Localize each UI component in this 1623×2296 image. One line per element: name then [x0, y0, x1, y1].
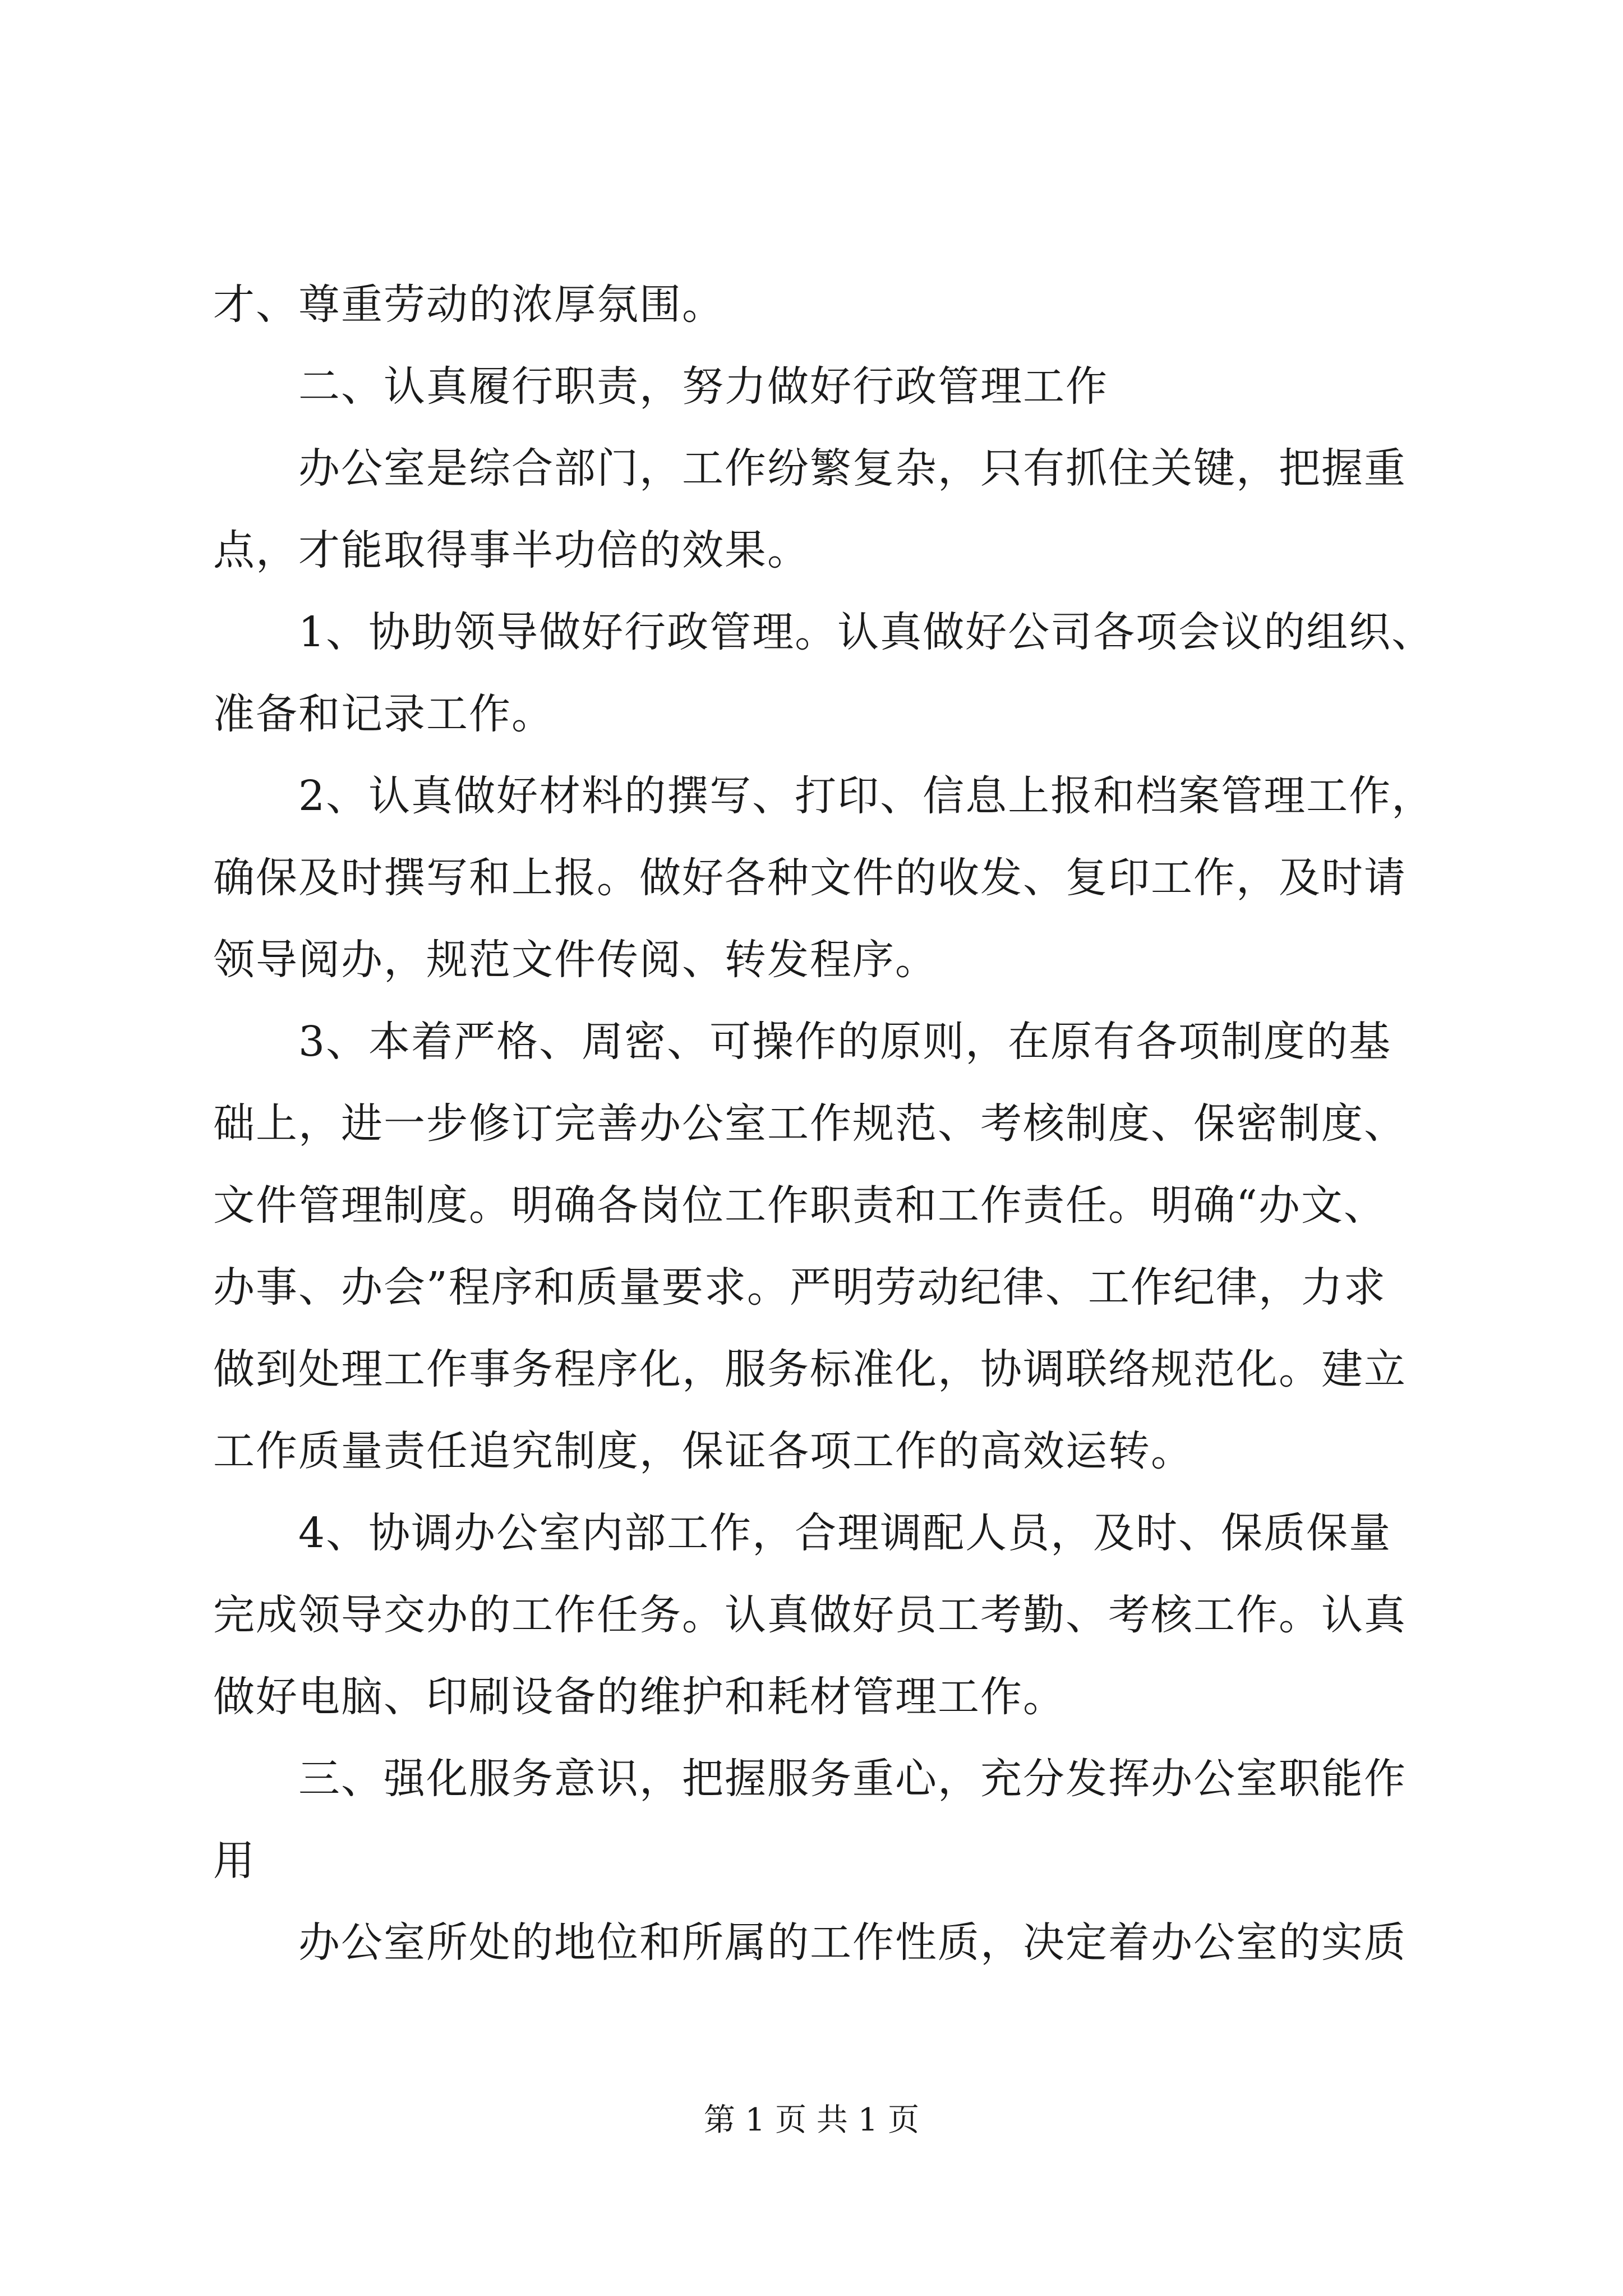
- text-line: 完成领导交办的工作任务。认真做好员工考勤、考核工作。认真: [213, 1591, 1407, 1639]
- text-line: 2、认真做好材料的撰写、打印、信息上报和档案管理工作，: [213, 772, 1435, 820]
- text-line: 3、本着严格、周密、可操作的原则，在原有各项制度的基: [213, 1018, 1392, 1066]
- text-line: 础上，进一步修订完善办公室工作规范、考核制度、保密制度、: [213, 1099, 1407, 1148]
- text-line: 办事、办会”程序和质量要求。严明劳动纪律、工作纪律，力求: [213, 1263, 1386, 1312]
- page-number: 第 1 页 共 1 页: [703, 2102, 920, 2138]
- section-heading: 用: [213, 1837, 256, 1885]
- text-line: 工作质量责任追究制度，保证各项工作的高效运转。: [213, 1427, 1193, 1475]
- text-line: 才、尊重劳动的浓厚氛围。: [213, 280, 725, 329]
- text-line: 确保及时撰写和上报。做好各种文件的收发、复印工作，及时请: [213, 854, 1407, 902]
- text-line: 1、协助领导做好行政管理。认真做好公司各项会议的组织、: [213, 608, 1435, 656]
- text-line: 准备和记录工作。: [213, 690, 554, 738]
- text-line: 领导阅办，规范文件传阅、转发程序。: [213, 936, 938, 984]
- text-line: 做好电脑、印刷设备的维护和耗材管理工作。: [213, 1673, 1066, 1721]
- text-line: 做到处理工作事务程序化，服务标准化，协调联络规范化。建立: [213, 1345, 1407, 1393]
- document-body: [213, 264, 1435, 1984]
- text-line: 文件管理制度。明确各岗位工作职责和工作责任。明确“办文、: [213, 1181, 1386, 1230]
- text-line: 点，才能取得事半功倍的效果。: [213, 526, 810, 574]
- text-line: 办公室是综合部门，工作纷繁复杂，只有抓住关键，把握重: [213, 444, 1407, 493]
- text-line: 办公室所处的地位和所属的工作性质，决定着办公室的实质: [213, 1918, 1407, 1967]
- page-footer: [0, 2101, 1623, 2140]
- section-heading: 二、认真履行职责，努力做好行政管理工作: [213, 362, 1108, 411]
- section-heading: 三、强化服务意识，把握服务重心，充分发挥办公室职能作: [213, 1755, 1407, 1803]
- text-line: 4、协调办公室内部工作，合理调配人员，及时、保质保量: [213, 1509, 1392, 1557]
